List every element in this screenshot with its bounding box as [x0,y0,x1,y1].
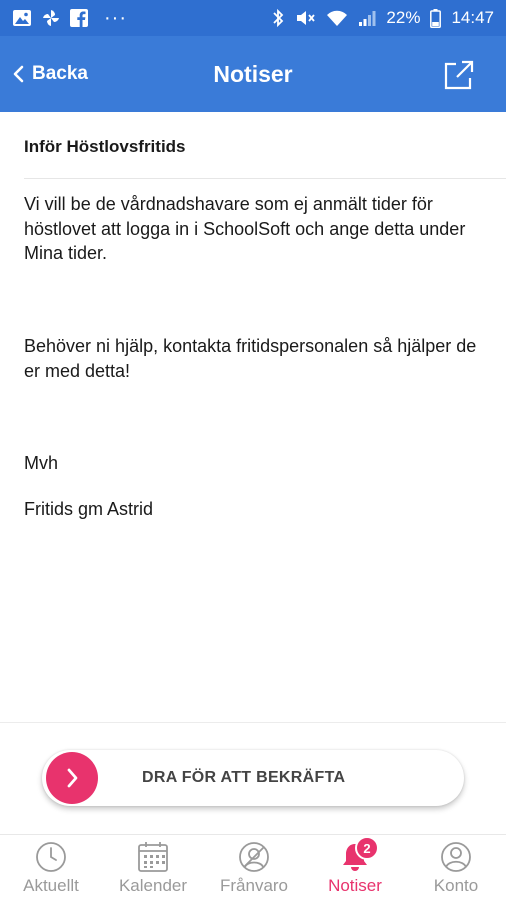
status-bar [0,0,506,36]
pinwheel-icon [42,9,60,27]
back-label: Backa [32,63,88,84]
absence-icon [237,840,271,874]
app-bar [0,36,506,112]
battery-icon [430,9,441,28]
calendar-icon [136,840,170,874]
chevron-left-icon [12,65,24,83]
status-right [272,8,494,28]
tab-aktuellt[interactable] [13,835,89,901]
bluetooth-icon [272,8,284,28]
message-paragraph: Mvh [24,453,59,473]
battery-percentage: 22% [386,8,421,27]
account-icon [439,840,473,874]
tab-label: Notiser [328,876,382,895]
swipe-label: DRA FÖR ATT BEKRÄFTA [142,769,346,786]
tab-franvaro[interactable] [211,835,297,901]
bell-icon-wrapper [338,840,372,874]
divider [24,178,506,179]
status-left [12,7,127,30]
wifi-icon [326,9,348,27]
swipe-to-confirm-slider[interactable] [42,750,464,806]
tab-label: Konto [433,876,479,895]
swipe-handle[interactable] [46,752,98,804]
message-paragraph: Fritids gm Astrid [24,499,154,519]
gallery-icon [12,9,32,27]
tab-label: Frånvaro [219,876,289,895]
tab-label: Aktuellt [23,876,79,895]
tab-kalender[interactable] [108,835,198,901]
notification-badge: 2 [355,836,379,860]
external-link-icon [442,58,476,92]
tab-notiser[interactable] [318,835,392,901]
chevron-right-icon [64,767,80,789]
facebook-icon [70,9,88,27]
signal-icon [358,9,376,27]
mute-icon [294,9,316,27]
open-external-button[interactable] [442,58,476,92]
bottom-tab-bar [0,834,506,900]
confirm-area [0,722,506,834]
clock-time: 14:47 [451,8,494,27]
message-paragraph: Behöver ni hjälp, kontakta fritidspersonalen så hjälper de er med detta! [24,336,477,381]
message-paragraph: Vi vill be de vårdnadshavare som ej anmält tider för höstlovet att logga in i SchoolSoft och ange detta under Mina tider. [24,194,466,263]
back-button[interactable] [12,36,88,112]
more-notifications-icon: ··· [104,6,127,29]
tab-konto[interactable] [421,835,491,901]
page-title: Notiser [213,60,293,87]
message-title: Inför Höstlovsfritids [24,137,186,156]
clock-icon [34,840,68,874]
tab-label: Kalender [118,876,188,895]
